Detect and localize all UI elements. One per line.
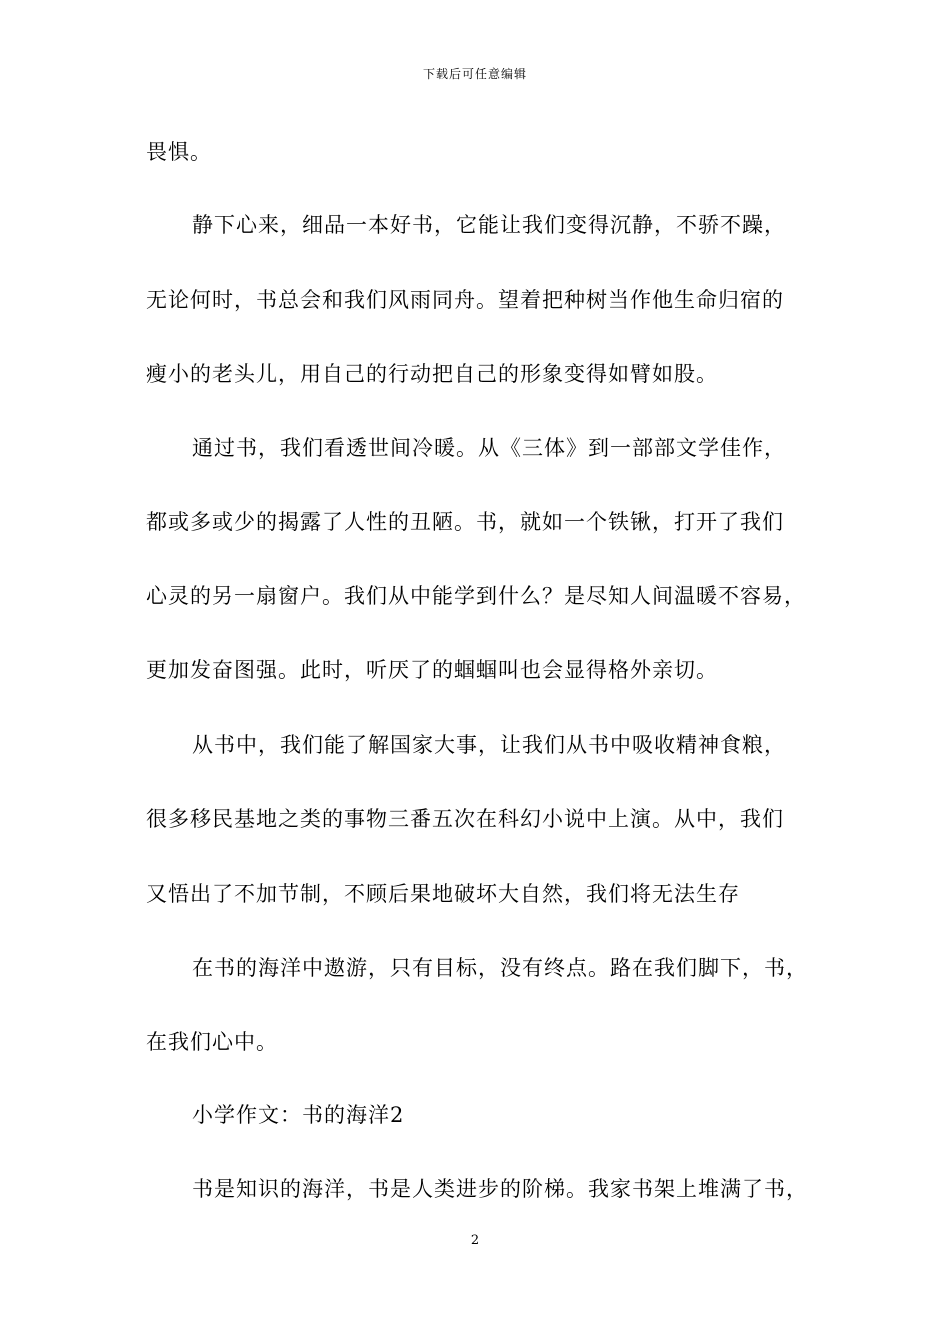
text-line: 很多移民基地之类的事物三番五次在科幻小说中上演。从中，我们 bbox=[146, 807, 784, 831]
paragraph-start-line: 通过书，我们看透世间冷暖。从《三体》到一部部文学佳作， bbox=[192, 436, 786, 460]
page-header: 下载后可任意编辑 bbox=[422, 67, 527, 81]
paragraph-start-line: 静下心来，细品一本好书，它能让我们变得沉静，不骄不躁， bbox=[192, 213, 786, 237]
text-line: 都或多或少的揭露了人性的丑陋。书，就如一个铁锹，打开了我们 bbox=[146, 510, 784, 534]
text-line: 无论何时，书总会和我们风雨同舟。望着把种树当作他生命归宿的 bbox=[146, 288, 784, 312]
text-line: 在我们心中。 bbox=[146, 1030, 278, 1054]
text-line: 更加发奋图强。此时，听厌了的蝈蝈叫也会显得格外亲切。 bbox=[146, 658, 718, 682]
text-line: 瘦小的老头儿，用自己的行动把自己的形象变得如臂如股。 bbox=[146, 362, 718, 386]
paragraph-start-line: 从书中，我们能了解国家大事，让我们从书中吸收精神食粮， bbox=[192, 733, 786, 757]
text-line: 心灵的另一扇窗户。我们从中能学到什么？是尽知人间温暖不容易， bbox=[146, 584, 806, 608]
page-number: 2 bbox=[470, 1233, 480, 1248]
text-line: 又悟出了不加节制，不顾后果地破坏大自然，我们将无法生存 bbox=[146, 882, 740, 906]
paragraph-start-line: 在书的海洋中遨游，只有目标，没有终点。路在我们脚下，书， bbox=[192, 956, 808, 980]
paragraph-start-line: 书是知识的海洋，书是人类进步的阶梯。我家书架上堆满了书， bbox=[192, 1177, 808, 1201]
text-line: 畏惧。 bbox=[146, 140, 212, 164]
section-heading: 小学作文：书的海洋2 bbox=[192, 1103, 405, 1127]
